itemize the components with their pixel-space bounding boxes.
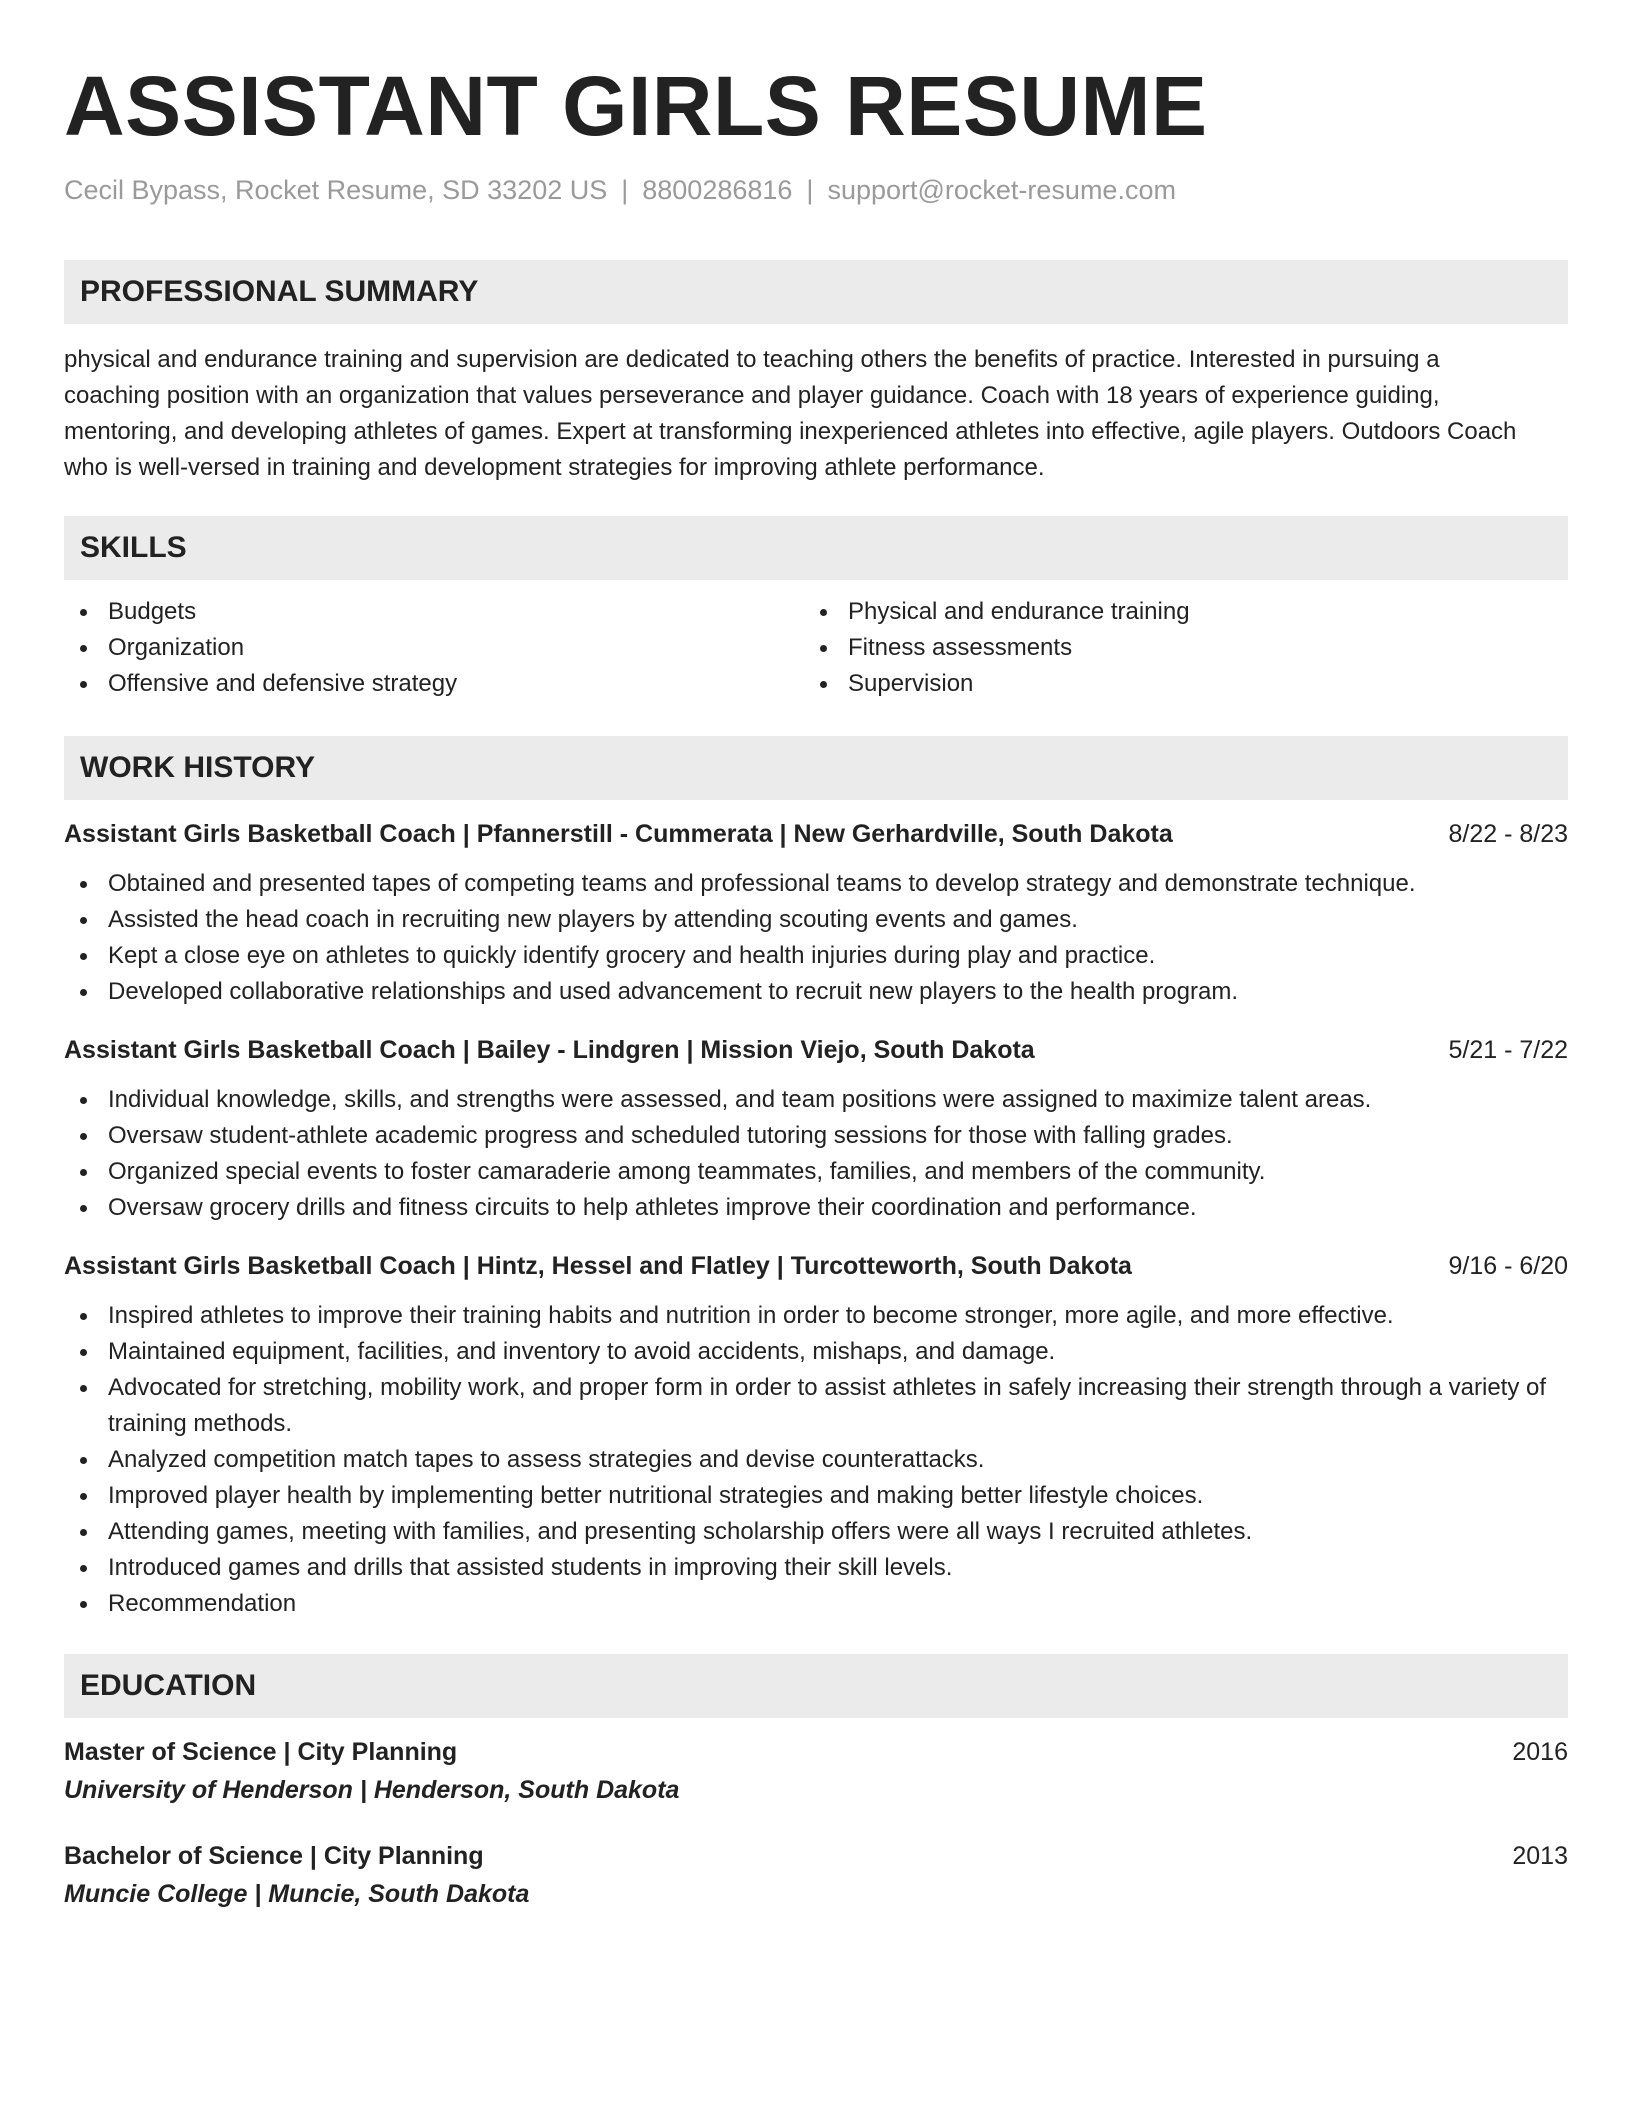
- job-title: Assistant Girls Basketball Coach | Bailey - Lindgren | Mission Viejo, South Dakota: [64, 1036, 1035, 1064]
- education-year: 2013: [1512, 1842, 1568, 1870]
- bullet-icon: [820, 609, 827, 616]
- bullet-icon: [80, 881, 87, 888]
- skill-label: Offensive and defensive strategy: [108, 670, 458, 697]
- job-bullet-text: Advocated for stretching, mobility work, and proper form in order to assist athletes in safely increasing their strength through a variety of training methods.: [108, 1374, 1547, 1437]
- bullet-icon: [80, 1313, 87, 1320]
- skill-label: Supervision: [848, 670, 974, 697]
- job-bullet-text: Attending games, meeting with families, and presenting scholarship offers were all ways I recruited athletes.: [108, 1518, 1253, 1545]
- job-heading-row: [64, 1248, 1568, 1284]
- bullet-icon: [80, 645, 87, 652]
- job-entry: [64, 1248, 1568, 1622]
- bullet-icon: [80, 1169, 87, 1176]
- education-section-header: [64, 1654, 1568, 1718]
- job-bullet-text: Inspired athletes to improve their training habits and nutrition in order to become stronger, more agile, and more effective.: [108, 1302, 1394, 1329]
- bullet-icon: [80, 989, 87, 996]
- bullet-icon: [80, 1205, 87, 1212]
- skill-label: Budgets: [108, 598, 197, 625]
- skill-label: Fitness assessments: [848, 634, 1073, 661]
- resume-title: ASSISTANT GIRLS RESUME: [64, 59, 1208, 153]
- summary-section-title: PROFESSIONAL SUMMARY: [80, 275, 479, 308]
- job-title: Assistant Girls Basketball Coach | Hintz, Hessel and Flatley | Turcotteworth, South Dakota: [64, 1252, 1132, 1280]
- job-bullet: [64, 1334, 1568, 1370]
- contact-phone: 8800286816: [642, 175, 793, 205]
- work-section-title: WORK HISTORY: [80, 751, 316, 784]
- job-bullet: [64, 1442, 1568, 1478]
- education-entry: [64, 1838, 1568, 1914]
- bullet-icon: [80, 681, 87, 688]
- job-bullet-text: Recommendation: [108, 1590, 297, 1617]
- job-entry: [64, 1032, 1568, 1226]
- skill-label: Physical and endurance training: [848, 598, 1190, 625]
- job-bullet: [64, 974, 1568, 1010]
- bullet-icon: [80, 1565, 87, 1572]
- job-bullet-text: Developed collaborative relationships and used advancement to recruit new players to the health program.: [108, 978, 1238, 1005]
- job-bullet-text: Individual knowledge, skills, and strengths were assessed, and team positions were assigned to maximize talent areas.: [108, 1086, 1372, 1113]
- job-bullet: [64, 938, 1568, 974]
- job-bullet: [64, 1154, 1568, 1190]
- job-bullet: [64, 1550, 1568, 1586]
- job-bullets: [64, 1298, 1568, 1622]
- job-bullet-text: Assisted the head coach in recruiting new players by attending scouting events and games.: [108, 906, 1078, 933]
- job-bullet-text: Introduced games and drills that assisted students in improving their skill levels.: [108, 1554, 953, 1581]
- job-bullet-text: Improved player health by implementing better nutritional strategies and making better lifestyle choices.: [108, 1482, 1204, 1509]
- skill-item: [64, 630, 804, 666]
- bullet-icon: [80, 917, 87, 924]
- bullet-icon: [80, 609, 87, 616]
- summary-text: physical and endurance training and supervision are dedicated to teaching others the benefits of practice. Interested in pursuing a coaching position with an organization that values perseverance and player guidance. Coach with 18 years of experience guiding, mentoring, and developing athletes of games. Expert at transforming inexperienced athletes into effective, agile players. Outdoors Coach who is well-versed in training and development strategies for improving athlete performance.: [64, 346, 1517, 481]
- contact-address: Cecil Bypass, Rocket Resume, SD 33202 US: [64, 175, 608, 205]
- skill-item: [804, 594, 1544, 630]
- bullet-icon: [820, 681, 827, 688]
- job-heading-row: [64, 1032, 1568, 1068]
- job-bullet-text: Organized special events to foster camaraderie among teammates, families, and members of the community.: [108, 1158, 1266, 1185]
- job-bullet-text: Maintained equipment, facilities, and inventory to avoid accidents, mishaps, and damage.: [108, 1338, 1056, 1365]
- education-degree: Bachelor of Science | City Planning: [64, 1842, 484, 1870]
- job-bullet-text: Obtained and presented tapes of competing teams and professional teams to develop strategy and demonstrate technique.: [108, 870, 1416, 897]
- job-entry: [64, 816, 1568, 1010]
- bullet-icon: [820, 645, 827, 652]
- job-bullet-text: Kept a close eye on athletes to quickly identify grocery and health injuries during play and practice.: [108, 942, 1156, 969]
- job-bullet: [64, 1478, 1568, 1514]
- job-bullet: [64, 1514, 1568, 1550]
- job-dates: 5/21 - 7/22: [1448, 1036, 1568, 1064]
- bullet-icon: [80, 1097, 87, 1104]
- skills-section-header: [64, 516, 1568, 580]
- education-heading-row: [64, 1838, 1568, 1874]
- job-bullet: [64, 1370, 1568, 1442]
- skills-column-right: [804, 594, 1544, 702]
- contact-line: [64, 172, 1568, 208]
- job-bullet: [64, 1586, 1568, 1622]
- job-bullet: [64, 902, 1568, 938]
- work-section-header: [64, 736, 1568, 800]
- job-bullet: [64, 1082, 1568, 1118]
- education-degree: Master of Science | City Planning: [64, 1738, 458, 1766]
- skill-label: Organization: [108, 634, 245, 661]
- job-bullet: [64, 1298, 1568, 1334]
- bullet-icon: [80, 1133, 87, 1140]
- skill-item: [64, 666, 804, 702]
- skills-section-title: SKILLS: [80, 531, 187, 564]
- job-dates: 8/22 - 8/23: [1448, 820, 1568, 848]
- contact-email: support@rocket-resume.com: [827, 175, 1176, 205]
- contact-separator: |: [806, 175, 814, 205]
- bullet-icon: [80, 1493, 87, 1500]
- education-section-title: EDUCATION: [80, 1669, 257, 1702]
- education-entry: [64, 1734, 1568, 1810]
- bullet-icon: [80, 1349, 87, 1356]
- bullet-icon: [80, 1457, 87, 1464]
- skills-column-left: [64, 594, 804, 702]
- bullet-icon: [80, 1601, 87, 1608]
- job-bullet: [64, 1190, 1568, 1226]
- bullet-icon: [80, 1385, 87, 1392]
- job-bullet-text: Oversaw grocery drills and fitness circuits to help athletes improve their coordination and performance.: [108, 1194, 1197, 1221]
- skill-item: [804, 630, 1544, 666]
- education-year: 2016: [1512, 1738, 1568, 1766]
- job-bullets: [64, 1082, 1568, 1226]
- bullet-icon: [80, 1529, 87, 1536]
- job-bullet: [64, 866, 1568, 902]
- skill-item: [64, 594, 804, 630]
- skills-grid: [64, 594, 1568, 702]
- contact-separator: |: [621, 175, 629, 205]
- education-school: University of Henderson | Henderson, South Dakota: [64, 1776, 680, 1804]
- bullet-icon: [80, 953, 87, 960]
- education-school: Muncie College | Muncie, South Dakota: [64, 1880, 530, 1908]
- job-bullet: [64, 1118, 1568, 1154]
- job-dates: 9/16 - 6/20: [1448, 1252, 1568, 1280]
- job-bullet-text: Analyzed competition match tapes to assess strategies and devise counterattacks.: [108, 1446, 985, 1473]
- skill-item: [804, 666, 1544, 702]
- job-bullets: [64, 866, 1568, 1010]
- education-heading-row: [64, 1734, 1568, 1770]
- summary-section-header: [64, 260, 1568, 324]
- job-bullet-text: Oversaw student-athlete academic progress and scheduled tutoring sessions for those with falling grades.: [108, 1122, 1233, 1149]
- job-title: Assistant Girls Basketball Coach | Pfannerstill - Cummerata | New Gerhardville, South Dakota: [64, 820, 1173, 848]
- job-heading-row: [64, 816, 1568, 852]
